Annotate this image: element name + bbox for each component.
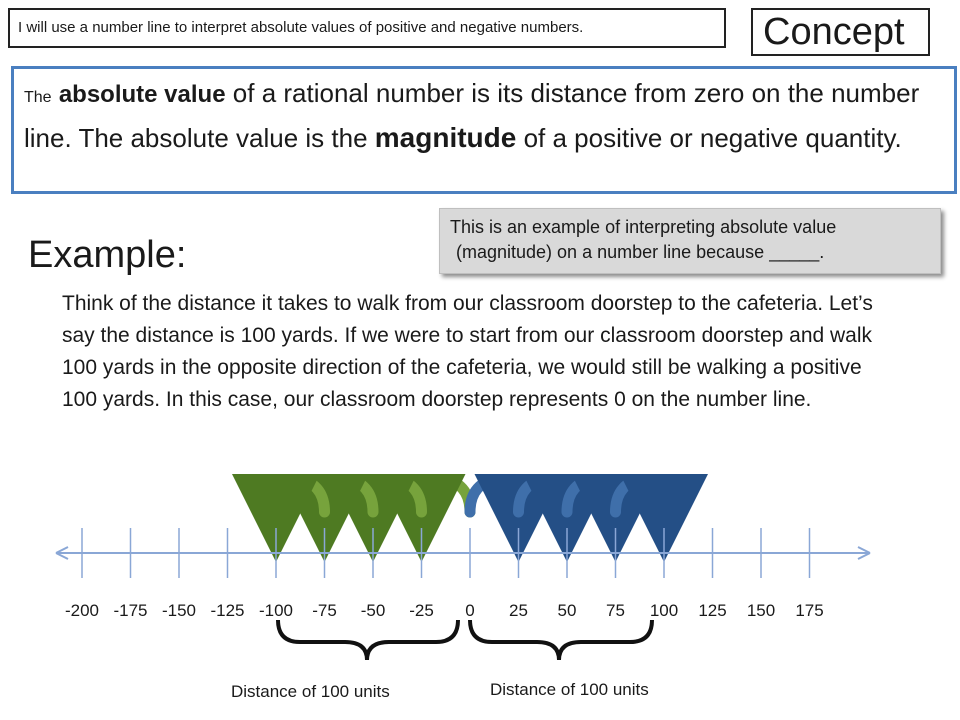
tick-label: -200 [64,601,100,620]
definition-part3: of a positive or negative quantity. [523,123,902,153]
definition-term-magnitude: magnitude [374,122,517,153]
concept-tag-text: Concept [763,11,905,53]
left-distance-label: Distance of 100 units [231,682,390,701]
tick-label: -125 [210,601,245,620]
right-distance-bracket [470,620,652,660]
question-callout [439,208,941,274]
tick-label: 175 [795,601,824,620]
jump-arrow [276,481,325,518]
tick-label: 150 [746,601,776,620]
tick-labels [65,601,824,620]
tick-label: 50 [557,601,577,620]
jump-arrow [567,481,616,518]
jump-arrow [470,481,519,518]
learning-objective [8,8,726,48]
objective-text: I will use a number line to interpret absolute values of positive and negative numbers. [18,19,584,36]
jump-arrow [422,481,471,518]
jump-arrow [373,481,422,518]
concept-tag [751,8,930,56]
tick-label: -150 [161,601,197,620]
tick-label: -175 [113,601,148,620]
definition-box [11,66,957,194]
tick-label: -100 [258,601,294,620]
jump-arrow [325,481,374,518]
tick-label: -75 [312,601,337,620]
tick-label: 75 [606,601,625,620]
jump-arrow [616,481,665,518]
definition-part1: The [24,89,52,106]
tick-label: 0 [465,601,475,620]
definition-term-absolute-value: absolute value [58,81,226,108]
example-story: Think of the distance it takes to walk from our classroom doorstep to the cafeteria. Let’s say the distance is 100 yards. If we were to start from our classroom doorstep and walk 100 yards in the opposite direction of the cafeteria, we would still be walking a positive 100 yards. In this case, our classroom doorstep represents 0 on the number line. [62,292,873,411]
jump-arrow [519,481,568,518]
definition-part2: of a rational number is its distance from zero on the number line. The absolute value is the [24,78,920,153]
tick-label: -50 [360,601,386,620]
right-distance-label: Distance of 100 units [490,680,649,699]
tick-label: 25 [509,601,528,620]
left-distance-bracket [278,620,458,660]
callout-line1: This is an example of interpreting absolute value [450,217,837,237]
number-line-diagram [0,470,960,720]
jump-arrows [276,481,664,518]
number-line-axis [56,547,870,559]
tick-label: 125 [698,601,727,620]
example-heading: Example: [28,234,187,276]
callout-line2: (magnitude) on a number line because _____. [456,242,825,262]
tick-label: -25 [409,601,434,620]
tick-label: 100 [649,601,679,620]
